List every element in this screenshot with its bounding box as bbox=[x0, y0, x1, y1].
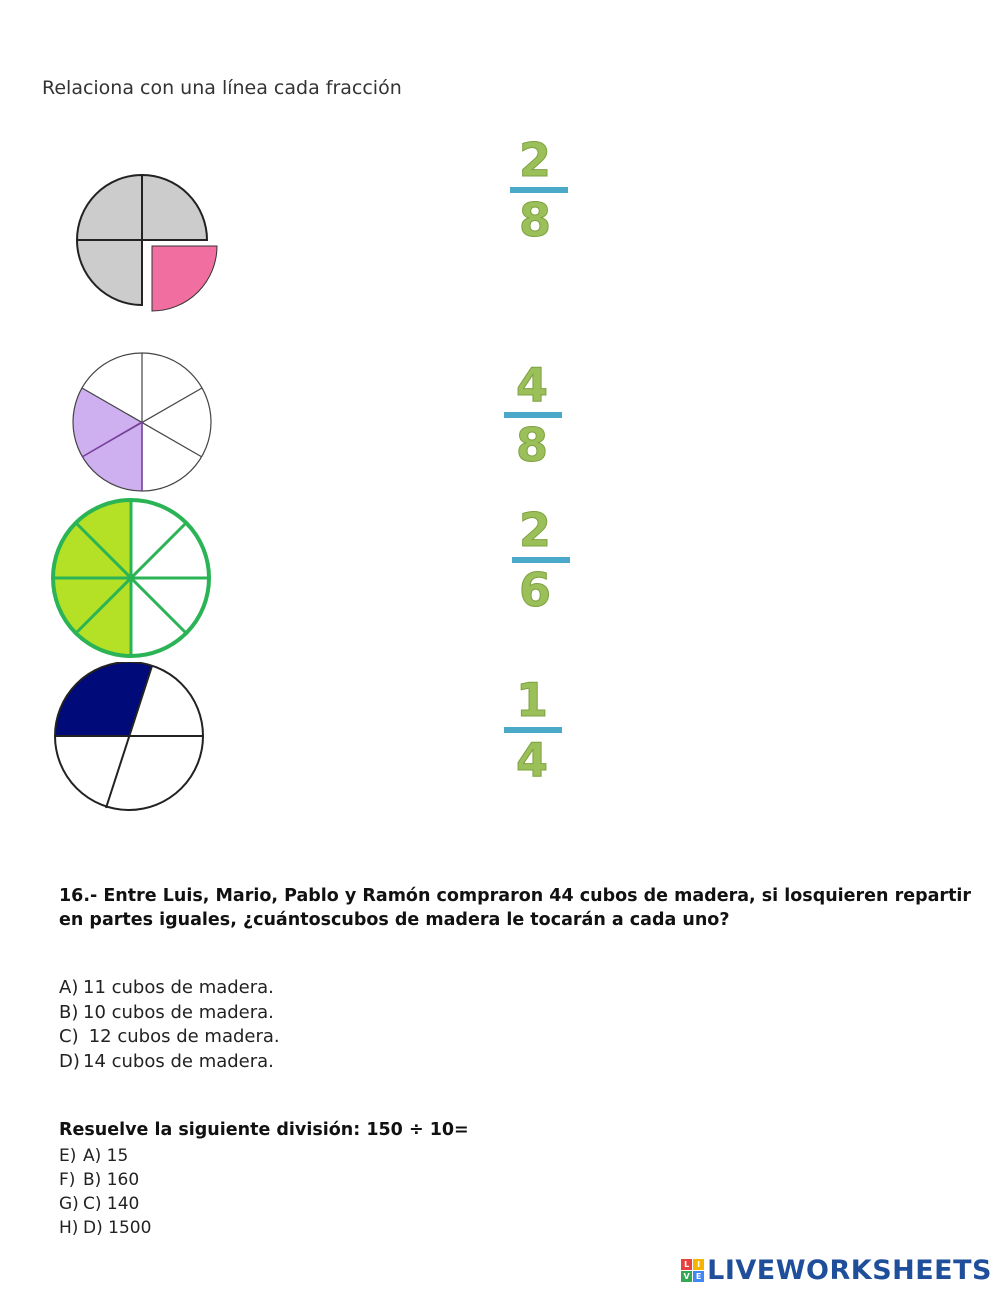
division-options bbox=[59, 1144, 151, 1240]
fraction-denominator: 6 bbox=[518, 563, 551, 617]
logo-mark-letter: I bbox=[693, 1259, 704, 1270]
fraction-numerator: 4 bbox=[515, 358, 548, 412]
option-letter: C) bbox=[59, 1026, 79, 1047]
option-f[interactable] bbox=[59, 1168, 151, 1192]
option-letter: E) bbox=[59, 1146, 77, 1166]
option-letter: F) bbox=[59, 1170, 76, 1190]
fraction-denominator: 4 bbox=[515, 733, 548, 787]
option-letter: G) bbox=[59, 1194, 79, 1214]
option-c[interactable] bbox=[59, 1025, 280, 1050]
option-e[interactable] bbox=[59, 1144, 151, 1168]
fraction-denominator: 8 bbox=[515, 418, 548, 472]
fourths-tilted-pie[interactable] bbox=[52, 662, 207, 817]
question-16-options bbox=[59, 976, 280, 1074]
sixths-circle-pie[interactable] bbox=[70, 350, 215, 495]
question-16-text: 16.- Entre Luis, Mario, Pablo y Ramón compraron 44 cubos de madera, si losquieren repartir en partes iguales, ¿cuántoscubos de madera le tocarán a cada uno? bbox=[59, 886, 972, 930]
liveworksheets-logo bbox=[681, 1255, 992, 1286]
fraction-4-8[interactable] bbox=[497, 358, 567, 472]
option-letter: A) bbox=[59, 977, 79, 998]
option-letter: H) bbox=[59, 1218, 79, 1238]
option-text: A) 15 bbox=[83, 1146, 129, 1166]
fraction-1-4[interactable] bbox=[497, 673, 567, 787]
option-text: C) 140 bbox=[83, 1194, 140, 1214]
option-h[interactable] bbox=[59, 1216, 151, 1240]
instruction-text: Relaciona con una línea cada fracción bbox=[42, 77, 402, 99]
logo-mark-icon bbox=[681, 1259, 704, 1282]
option-text: 14 cubos de madera. bbox=[83, 1050, 274, 1072]
option-d[interactable] bbox=[59, 1050, 280, 1075]
option-letter: D) bbox=[59, 1050, 80, 1072]
option-text: 12 cubos de madera. bbox=[83, 1026, 280, 1047]
option-a[interactable] bbox=[59, 976, 280, 1001]
division-question-text: Resuelve la siguiente división: 150 ÷ 10= bbox=[59, 1120, 469, 1140]
fraction-denominator: 8 bbox=[518, 193, 551, 247]
fraction-2-8[interactable] bbox=[500, 133, 570, 247]
logo-mark-letter: L bbox=[681, 1259, 692, 1270]
option-text: B) 160 bbox=[83, 1170, 140, 1190]
option-text: 11 cubos de madera. bbox=[83, 977, 274, 998]
eighths-circle-pie[interactable] bbox=[50, 497, 215, 662]
quarter-circle-pie[interactable] bbox=[70, 165, 230, 320]
fraction-numerator: 1 bbox=[515, 673, 548, 727]
option-text: D) 1500 bbox=[83, 1218, 152, 1238]
option-text: 10 cubos de madera. bbox=[83, 1001, 274, 1023]
logo-mark-letter: E bbox=[693, 1271, 704, 1282]
fraction-numerator: 2 bbox=[518, 133, 551, 187]
logo-wordmark: LIVEWORKSHEETS bbox=[707, 1255, 992, 1286]
option-g[interactable] bbox=[59, 1192, 151, 1216]
fraction-2-6[interactable] bbox=[500, 503, 570, 617]
option-b[interactable] bbox=[59, 1001, 280, 1026]
logo-mark-letter: V bbox=[681, 1271, 692, 1282]
option-letter: B) bbox=[59, 1001, 79, 1023]
fraction-numerator: 2 bbox=[518, 503, 551, 557]
